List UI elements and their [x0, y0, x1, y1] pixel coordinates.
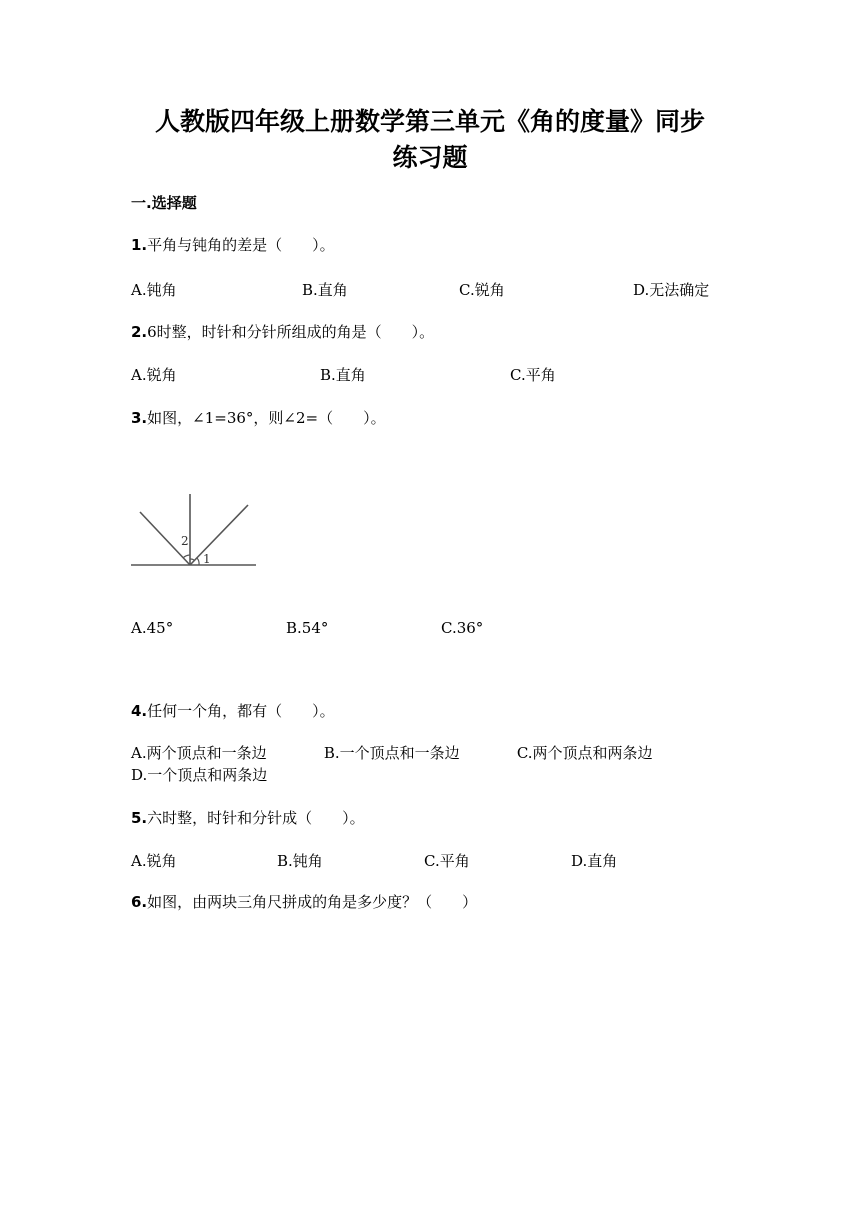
question-1	[131, 234, 335, 255]
q4-option-c: C.两个顶点和两条边	[516, 744, 653, 762]
question-text: 六时整，时针和分针成（ ）。	[147, 809, 365, 827]
q5-option-d: D.直角	[571, 852, 618, 870]
question-number: 4.	[131, 702, 148, 720]
question-number: 2.	[131, 323, 148, 341]
q4-options	[131, 742, 711, 786]
question-5	[131, 807, 365, 828]
question-text: 如图，∠1=36°，则∠2=（ ）。	[147, 409, 386, 427]
q2-option-a: A.锐角	[131, 366, 177, 384]
angle-2-label: 2	[181, 534, 189, 548]
question-text: 任何一个角，都有（ ）。	[147, 702, 335, 720]
q2-option-b: B.直角	[320, 366, 366, 384]
question-6	[131, 891, 477, 912]
q1-option-b: B.直角	[302, 281, 348, 299]
page-title	[100, 104, 760, 176]
question-2	[131, 321, 434, 342]
question-number: 3.	[131, 409, 148, 427]
question-number: 1.	[131, 236, 148, 254]
question-text: 如图，由两块三角尺拼成的角是多少度？（ ）	[147, 893, 478, 911]
q4-option-a: A.两个顶点和一条边	[131, 744, 267, 762]
question-number: 5.	[131, 809, 148, 827]
title-line-2: 练习题	[392, 143, 468, 172]
question-3	[131, 407, 386, 428]
q1-option-d: D.无法确定	[633, 281, 710, 299]
q3-option-a: A.45°	[131, 619, 174, 637]
angle-figure	[128, 488, 260, 574]
section-heading: 一.选择题	[131, 194, 197, 212]
angle-1-arc	[197, 558, 199, 565]
title-line-1: 人教版四年级上册数学第三单元《角的度量》同步	[154, 107, 705, 136]
question-number: 6.	[131, 893, 148, 911]
angle-2-arc	[183, 555, 190, 558]
q2-option-c: C.平角	[510, 366, 556, 384]
q4-option-b: B.一个顶点和一条边	[323, 744, 460, 762]
q5-option-b: B.钝角	[277, 852, 323, 870]
question-4	[131, 700, 335, 721]
q5-option-a: A.锐角	[131, 852, 177, 870]
right-ray	[190, 505, 248, 565]
question-text: 平角与钝角的差是（ ）。	[147, 236, 335, 254]
q3-option-b: B.54°	[286, 619, 329, 637]
question-text: 6时整，时针和分针所组成的角是（ ）。	[147, 323, 435, 341]
q1-option-c: C.锐角	[459, 281, 505, 299]
q3-option-c: C.36°	[441, 619, 484, 637]
q1-option-a: A.钝角	[131, 281, 177, 299]
q5-option-c: C.平角	[424, 852, 470, 870]
q4-option-d: D.一个顶点和两条边	[131, 766, 268, 784]
angle-1-label: 1	[203, 552, 211, 566]
